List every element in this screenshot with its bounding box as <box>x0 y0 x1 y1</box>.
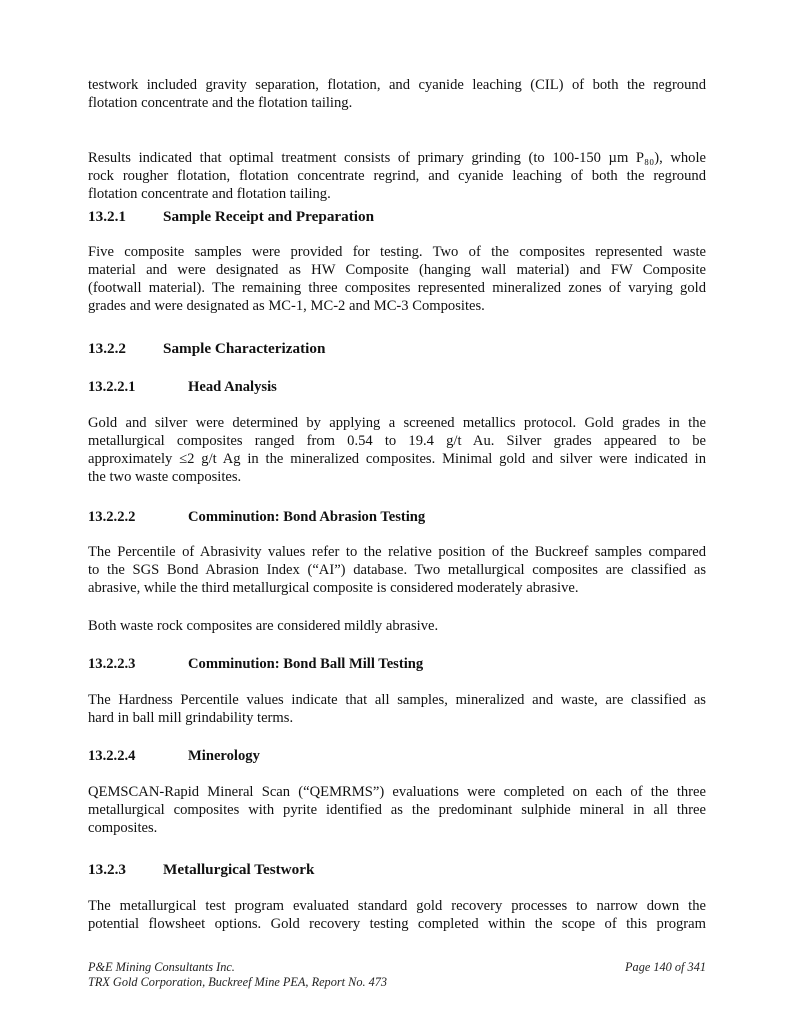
section-number: 13.2.2.2 <box>88 509 136 525</box>
text-line: The Hardness Percentile values indicate that all samples, mineralized and waste, are classified as <box>88 692 706 708</box>
page-footer <box>88 960 706 990</box>
text-line: Gold and silver were determined by applying a screened metallics protocol. Gold grades in the <box>88 415 706 431</box>
page-number: Page 140 of 341 <box>625 960 706 974</box>
section-number: 13.2.2.4 <box>88 748 136 764</box>
text-line: abrasive, while the third metallurgical composite is considered moderately abrasive. <box>88 580 579 596</box>
text-line: Both waste rock composites are considered mildly abrasive. <box>88 618 439 634</box>
text-line: hard in ball mill grindability terms. <box>88 710 294 726</box>
paragraph <box>88 149 706 203</box>
section-title: Sample Receipt and Preparation <box>163 208 375 225</box>
section-number: 13.2.2.3 <box>88 656 136 672</box>
text-line: grades and were designated as MC-1, MC-2 and MC-3 Composites. <box>88 298 485 314</box>
paragraph <box>88 617 706 635</box>
section-title: Minerology <box>188 748 260 764</box>
paragraph <box>88 76 706 112</box>
text-line: (footwall material). The remaining three composites represented mineralized zones of varying gold <box>88 280 706 296</box>
text-line: material and were designated as HW Composite (hanging wall material) and FW Composite <box>88 262 706 278</box>
section-title: Sample Characterization <box>163 340 326 357</box>
section-number: 13.2.2.1 <box>88 379 136 395</box>
section-number: 13.2.2 <box>88 340 126 357</box>
footer-report: TRX Gold Corporation, Buckreef Mine PEA, Report No. 473 <box>88 975 388 989</box>
text-line: composites. <box>88 820 158 836</box>
text-line: rock rougher flotation, flotation concentrate regrind, and cyanide leaching of both the reground <box>88 168 706 184</box>
text-line: flotation concentrate and flotation tailing. <box>88 186 331 202</box>
text-line: testwork included gravity separation, flotation, and cyanide leaching (CIL) of both the reground <box>88 77 706 93</box>
paragraph <box>88 243 706 315</box>
text-line: the two waste composites. <box>88 469 242 485</box>
text-line: QEMSCAN-Rapid Mineral Scan (“QEMRMS”) evaluations were completed on each of the three <box>88 784 706 800</box>
paragraph <box>88 897 706 933</box>
text-line: metallurgical composites with pyrite identified as the predominant sulphide mineral in all three <box>88 802 706 818</box>
paragraph <box>88 543 706 597</box>
text-line: approximately ≤2 g/t Ag in the mineralized composites. Minimal gold and silver were indicated in <box>88 451 706 467</box>
paragraph <box>88 414 706 486</box>
text-line: flotation concentrate and the flotation tailing. <box>88 95 353 111</box>
paragraph <box>88 783 706 837</box>
section-title: Comminution: Bond Ball Mill Testing <box>188 656 424 672</box>
text-line: Five composite samples were provided for testing. Two of the composites represented waste <box>88 244 706 260</box>
text-line: metallurgical composites ranged from 0.54 to 19.4 g/t Au. Silver grades appeared to be <box>88 433 706 449</box>
text-line: Results indicated that optimal treatment consists of primary grinding (to 100-150 µm P₈₀), whole <box>88 150 706 166</box>
footer-company: P&E Mining Consultants Inc. <box>88 960 235 974</box>
text-line: to the SGS Bond Abrasion Index (“AI”) database. Two metallurgical composites are classified as <box>88 562 706 578</box>
text-line: The metallurgical test program evaluated standard gold recovery processes to narrow down the <box>88 898 706 914</box>
paragraph <box>88 691 706 727</box>
text-line: The Percentile of Abrasivity values refer to the relative position of the Buckreef samples compared <box>88 544 706 560</box>
text-line: potential flowsheet options. Gold recovery testing completed within the scope of this program <box>88 916 706 932</box>
section-number: 13.2.3 <box>88 861 126 878</box>
section-title: Head Analysis <box>188 379 277 395</box>
section-number: 13.2.1 <box>88 208 126 225</box>
section-title: Comminution: Bond Abrasion Testing <box>188 509 426 525</box>
section-title: Metallurgical Testwork <box>163 861 315 878</box>
